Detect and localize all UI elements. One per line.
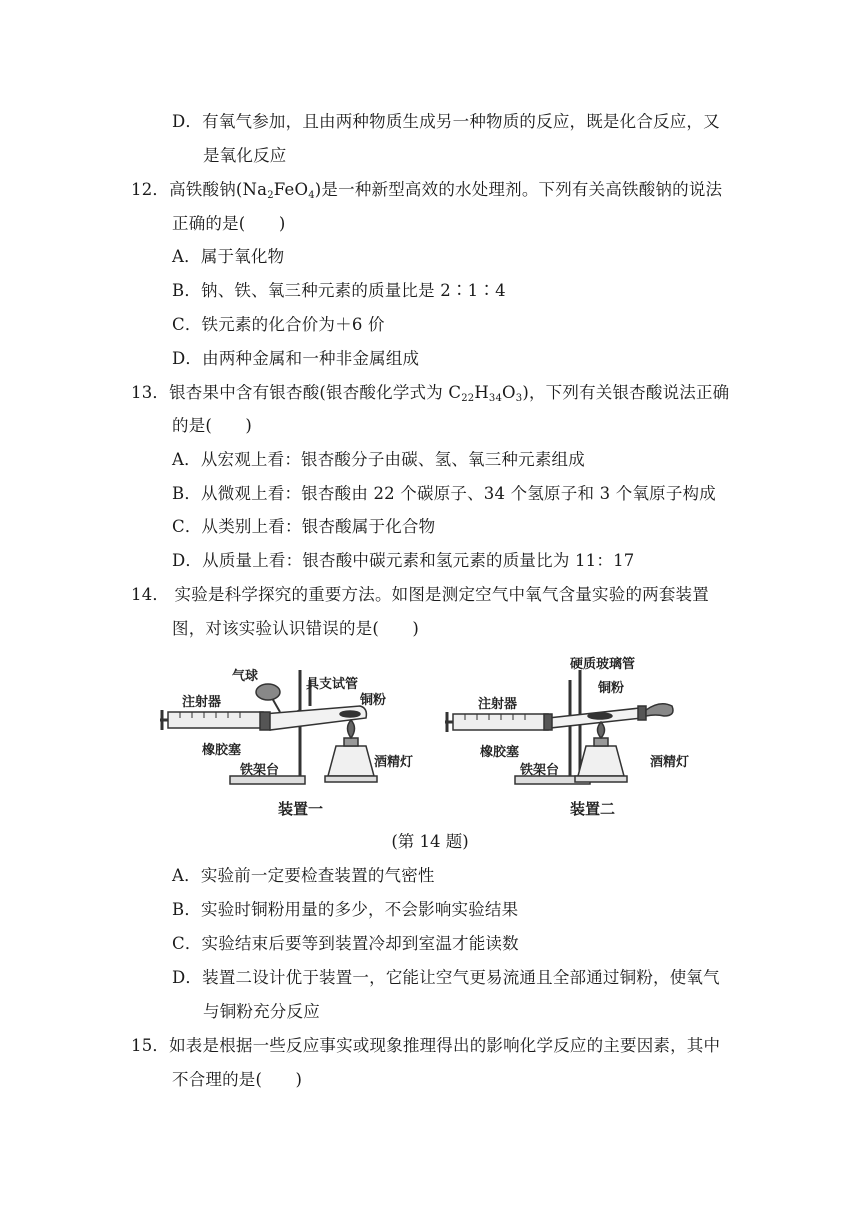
- q13-stem-cont: 的是( ): [172, 416, 253, 435]
- q14-stem-cont: 图，对该实验认识错误的是( ): [172, 619, 420, 638]
- label-copper-powder-1: 铜粉: [360, 693, 387, 708]
- q12-stem-cont: 正确的是( ): [172, 214, 286, 233]
- label-rubber-stopper-1: 橡胶塞: [202, 743, 242, 758]
- q13-option-c: C．从类别上看：银杏酸属于化合物: [172, 517, 436, 536]
- label-rubber-stopper-2: 橡胶塞: [480, 745, 520, 760]
- device-two-title: 装置二: [570, 800, 616, 818]
- q14-option-a: A．实验前一定要检查装置的气密性: [172, 866, 435, 885]
- label-alcohol-lamp-2: 酒精灯: [650, 755, 690, 770]
- q14-option-b: B．实验时铜粉用量的多少，不会影响实验结果: [172, 900, 519, 919]
- figure-caption: (第 14 题): [391, 832, 469, 851]
- q15-stem-cont: 不合理的是( ): [172, 1070, 303, 1089]
- q12-stem: 12．高铁酸钠$(Na_2FeO_4)$是一种新型高效的水处理剂。下列有关高铁酸钠的说法: [131, 180, 723, 201]
- q13-option-a: A．从宏观上看：银杏酸分子由碳、氢、氧三种元素组成: [172, 450, 585, 469]
- label-alcohol-lamp-1: 酒精灯: [374, 755, 414, 770]
- q12-option-d: D．由两种金属和一种非金属组成: [172, 349, 420, 368]
- label-side-arm-tube: 具支试管: [306, 677, 359, 692]
- label-iron-stand-2: 铁架台: [520, 763, 560, 778]
- q11-option-d-cont: 是氧化反应: [203, 146, 287, 165]
- apparatus-figure: [160, 650, 720, 825]
- q11-option-d: D．有氧气参加，且由两种物质生成另一种物质的反应，既是化合反应，又: [172, 112, 720, 131]
- label-balloon: 气球: [232, 669, 259, 684]
- label-copper-powder-2: 铜粉: [598, 681, 625, 696]
- q15-stem: 15．如表是根据一些反应事实或现象推理得出的影响化学反应的主要因素，其中: [131, 1036, 721, 1055]
- q12-option-a: A．属于氧化物: [172, 247, 285, 266]
- q12-option-b: B．钠、铁、氧三种元素的质量比是 2∶1∶4: [172, 281, 506, 300]
- q12-option-c: C．铁元素的化合价为＋6 价: [172, 315, 385, 334]
- label-iron-stand-1: 铁架台: [240, 763, 280, 778]
- label-syringe-1: 注射器: [182, 695, 222, 710]
- q14-option-c: C．实验结束后要等到装置冷却到室温才能读数: [172, 934, 519, 953]
- q14-stem: 14． 实验是科学探究的重要方法。如图是测定空气中氧气含量实验的两套装置: [131, 585, 709, 604]
- q13-stem: 13．银杏果中含有银杏酸(银杏酸化学式为 $C_{22}H_{34}O_3$)，下列有关银杏酸说法正确: [131, 383, 730, 404]
- label-hard-glass-tube: 硬质玻璃管: [570, 657, 636, 672]
- q13-option-b: B．从微观上看：银杏酸由 22 个碳原子、34 个氢原子和 3 个氧原子构成: [172, 484, 716, 503]
- q14-option-d-cont: 与铜粉充分反应: [203, 1002, 320, 1021]
- device-one-title: 装置一: [278, 800, 324, 818]
- q14-option-d: D．装置二设计优于装置一，它能让空气更易流通且全部通过铜粉，使氧气: [172, 968, 720, 987]
- q13-option-d: D．从质量上看：银杏酸中碳元素和氢元素的质量比为 11：17: [172, 551, 635, 570]
- label-syringe-2: 注射器: [478, 697, 518, 712]
